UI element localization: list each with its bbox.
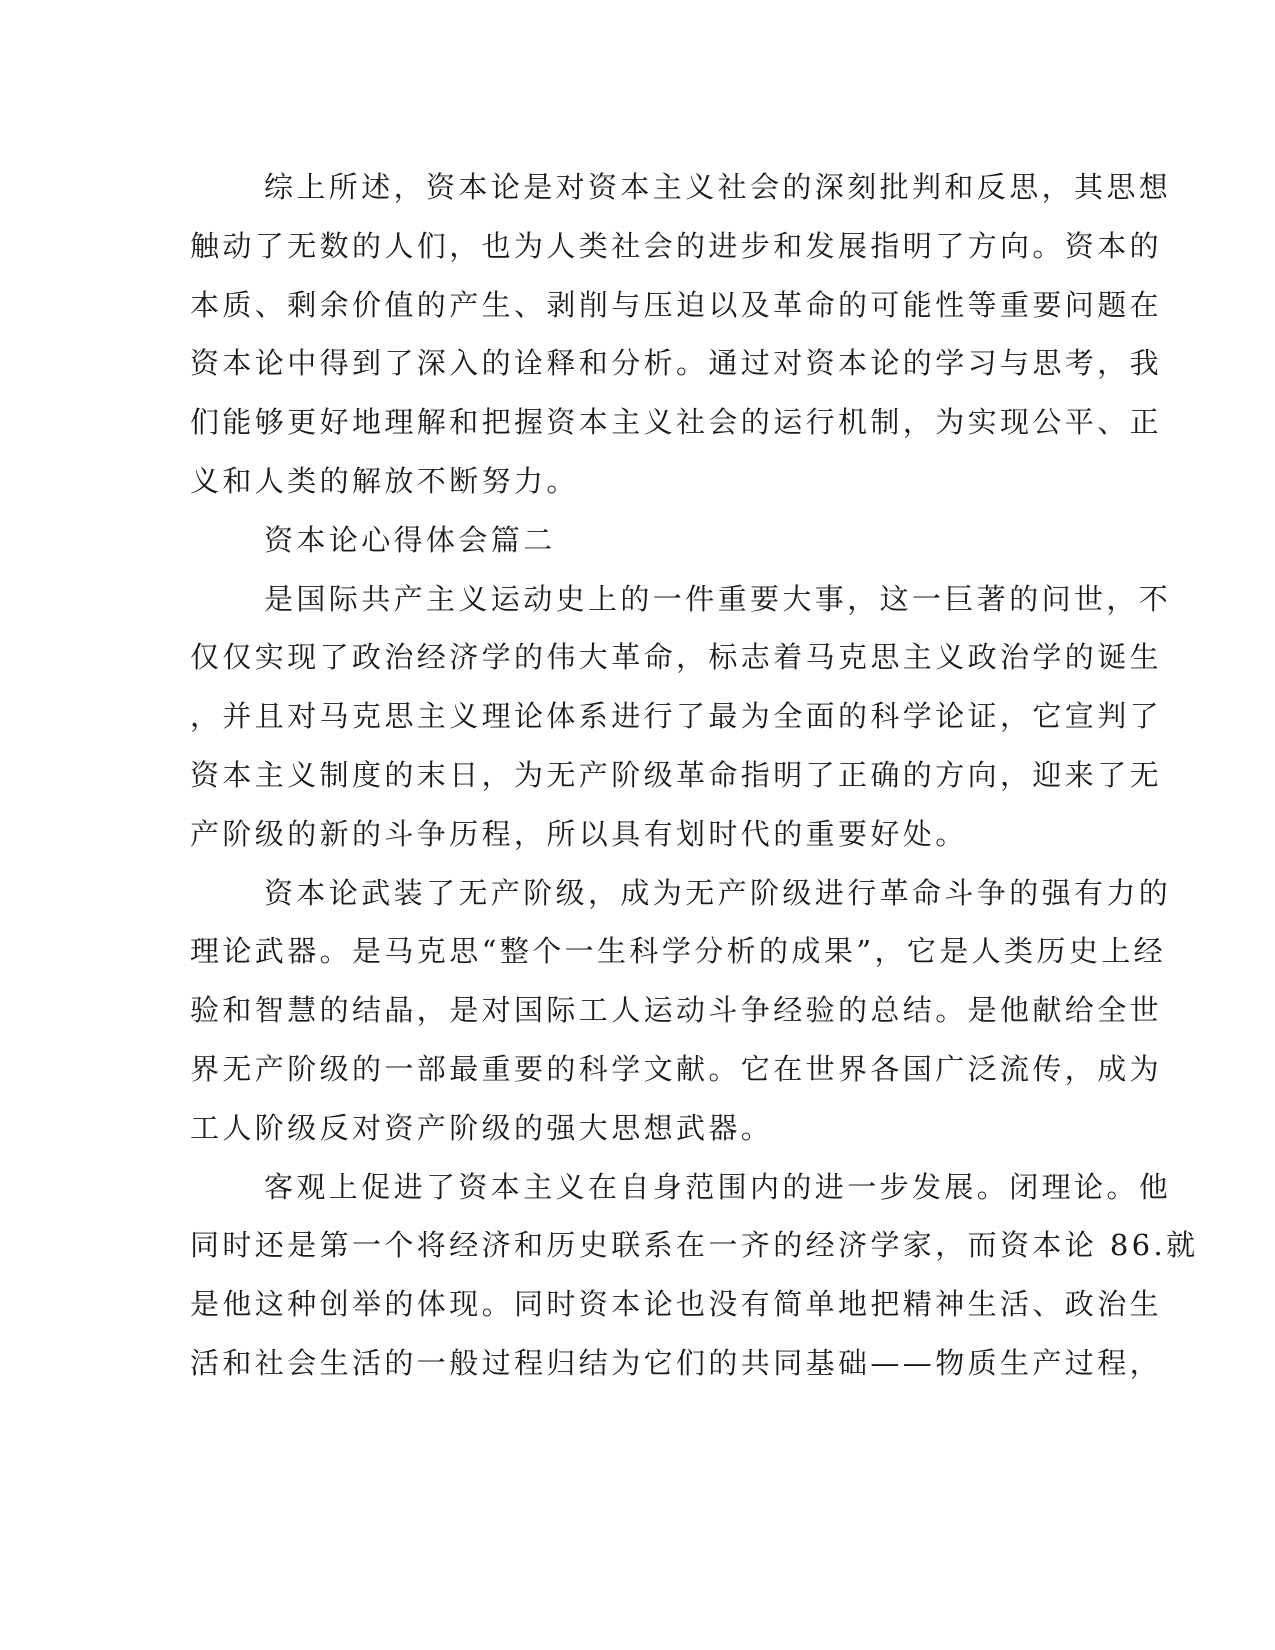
text-line: 是国际共产主义运动史上的一件重要大事，这一巨著的问世，不 bbox=[264, 581, 1172, 616]
text-line: 触动了无数的人们，也为人类社会的进步和发展指明了方向。资本的 bbox=[190, 228, 1163, 263]
text-line: 理论武器。是马克思“整个一生科学分析的成果”，它是人类历史上经 bbox=[190, 934, 1167, 969]
section-heading: 资本论心得体会篇二 bbox=[264, 522, 556, 557]
text-line: 验和智慧的结晶，是对国际工人运动斗争经验的总结。是他献给全世 bbox=[190, 993, 1163, 1028]
text-line: 们能够更好地理解和把握资本主义社会的运行机制，为实现公平、正 bbox=[190, 405, 1163, 440]
text-line: 资本论武装了无产阶级，成为无产阶级进行革命斗争的强有力的 bbox=[264, 875, 1172, 910]
text-line: 工人阶级反对资产阶级的强大思想武器。 bbox=[190, 1110, 774, 1145]
text-line: 仅仅实现了政治经济学的伟大革命，标志着马克思主义政治学的诞生 bbox=[190, 640, 1163, 675]
text-line: 本质、剩余价值的产生、剥削与压迫以及革命的可能性等重要问题在 bbox=[190, 287, 1163, 322]
text-line: 是他这种创举的体现。同时资本论也没有简单地把精神生活、政治生 bbox=[190, 1287, 1163, 1322]
text-line: 界无产阶级的一部最重要的科学文献。它在世界各国广泛流传，成为 bbox=[190, 1051, 1163, 1086]
text-line: 义和人类的解放不断努力。 bbox=[190, 463, 579, 498]
text-line: 活和社会生活的一般过程归结为它们的共同基础——物质生产过程， bbox=[190, 1345, 1163, 1380]
text-line: ，并且对马克思主义理论体系进行了最为全面的科学论证，它宣判了 bbox=[190, 699, 1163, 734]
text-line: 客观上促进了资本主义在自身范围内的进一步发展。闭理论。他 bbox=[264, 1169, 1172, 1204]
document-body bbox=[190, 158, 1199, 1393]
text-line: 同时还是第一个将经济和历史联系在一齐的经济学家，而资本论 86.就 bbox=[190, 1228, 1199, 1263]
text-line: 综上所述，资本论是对资本主义社会的深刻批判和反思，其思想 bbox=[264, 170, 1172, 204]
text-line: 产阶级的新的斗争历程，所以具有划时代的重要好处。 bbox=[190, 816, 968, 851]
text-line: 资本论中得到了深入的诠释和分析。通过对资本论的学习与思考，我 bbox=[190, 346, 1163, 381]
text-line: 资本主义制度的末日，为无产阶级革命指明了正确的方向，迎来了无 bbox=[190, 757, 1163, 792]
